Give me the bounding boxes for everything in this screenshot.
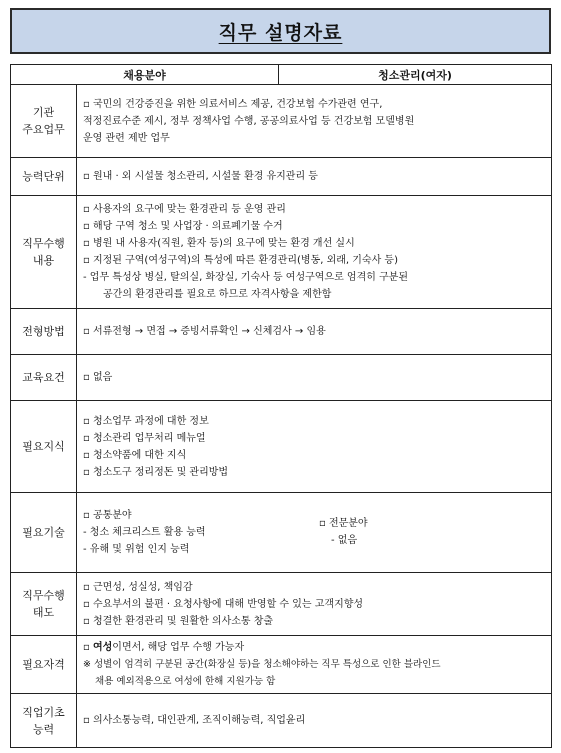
row-label-skills: 필요기술 xyxy=(11,493,77,573)
qualification-main: ▫ 여성이면서, 해당 업무 수행 가능자 xyxy=(83,642,245,653)
row-content-duties: ▫ 사용자의 요구에 맞는 환경관리 등 운영 관리 ▫ 해당 구역 청소 및 사업장 · 의료폐기물 수거 ▫ 병원 내 사용자(직원, 환자 등)의 요구에 맞는 환경 개선 실시 ▫ 지정된 구역(여성구역)의 특성에 따른 환경관리(병동, 외래, 기숙사 등) - 업무 특성상 병실, 탈의실, 화장실, 기숙사 등 여성구역으로 엄격히 구분된 공간의 환경관리를 필요로 하므로 자격사항을 제한함 xyxy=(77,196,552,309)
skills-columns xyxy=(83,507,545,558)
row-content-education: ▫ 없음 xyxy=(77,355,552,401)
table-row xyxy=(11,355,552,401)
row-label-selection: 전형방법 xyxy=(11,309,77,355)
row-content-selection: ▫ 서류전형 → 면접 → 증빙서류확인 → 신체검사 → 임용 xyxy=(77,309,552,355)
table-row xyxy=(11,636,552,694)
row-label-basic-ability: 직업기초 능력 xyxy=(11,694,77,748)
row-content-competency-unit: ▫ 원내 · 외 시설물 청소관리, 시설물 환경 유지관리 등 xyxy=(77,158,552,196)
title-box xyxy=(10,8,551,54)
row-label-main-business: 기관 주요업무 xyxy=(11,85,77,158)
row-label-duties: 직무수행 내용 xyxy=(11,196,77,309)
table-row xyxy=(11,493,552,573)
row-content-qualification: ▫ 여성이면서, 해당 업무 수행 가능자 ※ 성별이 엄격히 구분된 공간(화장실 등)을 청소해야하는 직무 특성으로 인한 블라인드 채용 예외적용으로 여성에 한해 지원가능 함 xyxy=(77,636,552,694)
row-content-basic-ability: ▫ 의사소통능력, 대인관계, 조직이해능력, 직업윤리 xyxy=(77,694,552,748)
table-row xyxy=(11,309,552,355)
table-row xyxy=(11,158,552,196)
table-row xyxy=(11,196,552,309)
field-label-cell: 채용분야 xyxy=(11,65,279,85)
row-content-knowledge: ▫ 청소업무 과정에 대한 정보 ▫ 청소관리 업무처리 메뉴얼 ▫ 청소약품에 대한 지식 ▫ 청소도구 정리정돈 및 관리방법 xyxy=(77,401,552,493)
row-content-skills xyxy=(77,493,552,573)
table-row xyxy=(11,401,552,493)
row-content-main-business: ▫ 국민의 건강증진을 위한 의료서비스 제공, 건강보험 수가관련 연구, 적정진료수준 제시, 정부 정책사업 수행, 공공의료사업 등 건강보험 모델병원 운영 관련 제반 업무 xyxy=(77,85,552,158)
row-content-attitude: ▫ 근면성, 성실성, 책임감 ▫ 수요부서의 불편 · 요청사항에 대해 반영할 수 있는 고객지향성 ▫ 청결한 환경관리 및 원활한 의사소통 창출 xyxy=(77,573,552,636)
row-label-qualification: 필요자격 xyxy=(11,636,77,694)
skills-special: ▫ 전문분야 - 없음 xyxy=(319,518,368,546)
skills-common: ▫ 공통분야 - 청소 체크리스트 활용 능력 - 유해 및 위험 인지 능력 xyxy=(83,510,206,555)
field-value-cell: 청소관리(여자) xyxy=(279,65,552,85)
row-label-education: 교육요건 xyxy=(11,355,77,401)
table-row xyxy=(11,694,552,748)
job-description-table xyxy=(10,64,552,748)
table-row xyxy=(11,573,552,636)
row-label-knowledge: 필요지식 xyxy=(11,401,77,493)
row-label-attitude: 직무수행 태도 xyxy=(11,573,77,636)
table-header-row xyxy=(11,65,552,85)
row-label-competency-unit: 능력단위 xyxy=(11,158,77,196)
page-title: 직무 설명자료 xyxy=(218,21,343,44)
table-row xyxy=(11,85,552,158)
